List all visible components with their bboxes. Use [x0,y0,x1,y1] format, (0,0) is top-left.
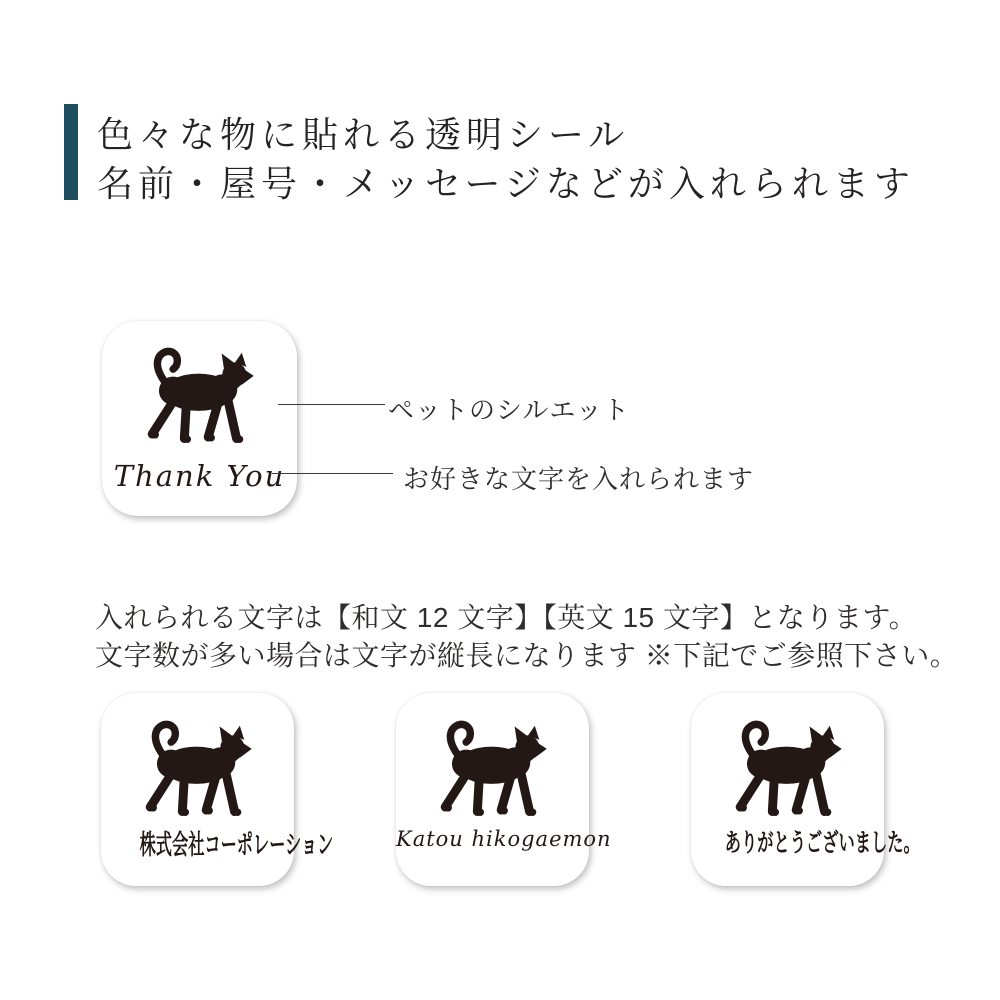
callout-label-silhouette: ペットのシルエット [388,395,630,425]
walking-cat-icon [727,719,849,819]
sample-sticker [102,321,297,516]
header-accent-bar [64,104,78,200]
notes-line-1: 入れられる文字は【和文 12 文字】【英文 15 文字】となります。 [95,602,918,633]
walking-cat-icon [139,346,261,446]
page-title [97,110,915,208]
example-sticker-personal-name [396,693,612,886]
example-sticker-thanks-message [691,693,920,886]
example-sticker-text: Katou hikogaemon [396,827,612,851]
page-title-line-2: 名前・屋号・メッセージなどが入れられます [97,163,915,204]
example-sticker-company-name [101,693,334,886]
notes-line-2: 文字数が多い場合は文字が縦長になります ※下記でご参照下さい。 [95,640,959,671]
example-sticker-text: ありがとうございました。 [724,830,920,857]
callout-line-custom-text [272,473,393,474]
page-title-line-1: 色々な物に貼れる透明シール [97,114,630,155]
callout-label-custom-text: お好きな文字を入れられます [403,464,755,494]
example-sticker-text: 株式会社コーポレーション [139,830,334,860]
walking-cat-icon [137,719,259,819]
sample-sticker-text: Thank You [113,459,286,493]
character-limit-notes [95,599,958,675]
walking-cat-icon [432,719,554,819]
callout-line-silhouette [278,404,385,405]
